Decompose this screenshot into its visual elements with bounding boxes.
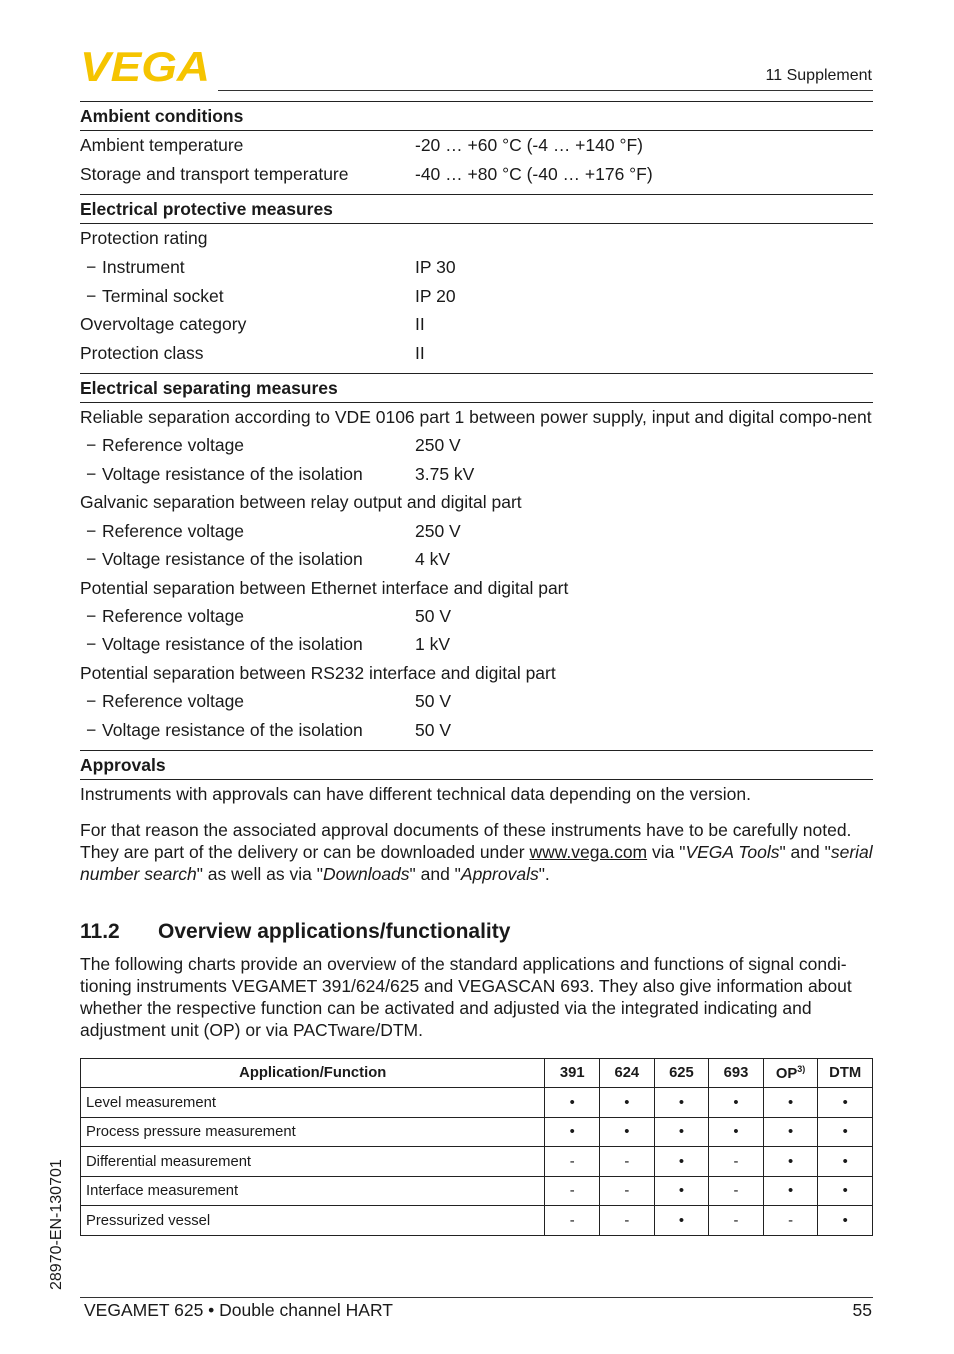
table-cell: - bbox=[600, 1206, 655, 1236]
table-cell: • bbox=[654, 1117, 709, 1147]
vega-website-link[interactable]: www.vega.com bbox=[529, 841, 648, 862]
table-cell: • bbox=[600, 1117, 655, 1147]
spec-value: 250 V bbox=[415, 435, 461, 456]
table-cell: • bbox=[763, 1147, 818, 1177]
text-run: " and " bbox=[409, 863, 461, 884]
footer-rule bbox=[80, 1297, 873, 1298]
spec-value: IP 30 bbox=[415, 257, 456, 278]
table-cell: - bbox=[709, 1176, 764, 1206]
spec-row bbox=[80, 460, 873, 489]
spec-value: II bbox=[415, 342, 425, 363]
column-header: 625 bbox=[654, 1058, 709, 1088]
functionality-table bbox=[80, 1058, 873, 1236]
protective-section bbox=[80, 194, 873, 367]
section-title bbox=[80, 920, 873, 944]
table-cell: • bbox=[654, 1176, 709, 1206]
spec-label: − Voltage resistance of the isolation bbox=[80, 719, 415, 741]
header-section-label: 11 Supplement bbox=[765, 67, 872, 84]
section-intro: The following charts provide an overview of the standard applications and functions of signal condi-tioning instruments VEGAMET 391/624/625 and VEGASCAN 693. They also give information about whether the respective function can be activated and adjusted via the integrated indicating and adjustment unit (OP) or via PACTware/DTM. bbox=[80, 953, 852, 1040]
spec-value: 50 V bbox=[415, 605, 451, 626]
row-label: Pressurized vessel bbox=[81, 1206, 545, 1236]
spec-label: Ambient temperature bbox=[80, 135, 244, 156]
table-cell: • bbox=[818, 1147, 873, 1177]
spec-row bbox=[80, 310, 873, 339]
text-run: via " bbox=[647, 841, 686, 862]
table-row bbox=[81, 1176, 873, 1206]
column-header: Application/Function bbox=[81, 1058, 545, 1088]
spec-row bbox=[80, 630, 873, 659]
section-heading: Electrical separating measures bbox=[80, 373, 873, 403]
table-cell: • bbox=[654, 1206, 709, 1236]
spec-row bbox=[80, 516, 873, 545]
footnote-marker: 3) bbox=[797, 1064, 806, 1075]
page-number: 55 bbox=[852, 1300, 872, 1320]
text-run: For that reason the associated approval documents of these instruments have to be carefully noted. They are part of the delivery or can be downloaded under bbox=[80, 819, 852, 862]
vega-logo bbox=[80, 48, 212, 84]
vega-logo-graphic bbox=[80, 48, 212, 84]
spec-value: -20 … +60 °C (-4 … +140 °F) bbox=[415, 135, 643, 156]
table-cell: • bbox=[818, 1176, 873, 1206]
table-cell: • bbox=[818, 1117, 873, 1147]
spec-value: -40 … +80 °C (-40 … +176 °F) bbox=[415, 163, 653, 184]
approvals-paragraph: Instruments with approvals can have different technical data depending on the version. bbox=[80, 783, 751, 804]
document-code: 28970-EN-130701 bbox=[48, 1159, 65, 1290]
spec-row bbox=[80, 602, 873, 631]
spec-row bbox=[80, 281, 873, 310]
spec-row bbox=[80, 715, 873, 744]
spec-row bbox=[80, 253, 873, 282]
approvals-paragraph bbox=[80, 816, 873, 888]
spec-row bbox=[80, 431, 873, 460]
spec-label: − Reference voltage bbox=[80, 690, 415, 712]
section-heading: Ambient conditions bbox=[80, 101, 873, 131]
spec-value: 3.75 kV bbox=[415, 464, 475, 485]
header-rule bbox=[218, 90, 873, 91]
spec-row bbox=[80, 545, 873, 574]
spec-value: II bbox=[415, 314, 425, 335]
spec-label: − Reference voltage bbox=[80, 434, 415, 456]
spec-label: − Instrument bbox=[80, 256, 415, 278]
table-cell: - bbox=[545, 1176, 600, 1206]
spec-row bbox=[80, 687, 873, 716]
table-cell: • bbox=[763, 1117, 818, 1147]
table-cell: - bbox=[600, 1176, 655, 1206]
row-label: Process pressure measurement bbox=[81, 1117, 545, 1147]
spec-row bbox=[80, 339, 873, 368]
spec-label: Overvoltage category bbox=[80, 314, 247, 335]
spec-label: − Reference voltage bbox=[80, 605, 415, 627]
table-cell: • bbox=[818, 1088, 873, 1118]
separation-description: Reliable separation according to VDE 0106 part 1 between power supply, input and digital compo-nent bbox=[80, 407, 872, 428]
text-run: " as well as via " bbox=[196, 863, 323, 884]
spec-value: 1 kV bbox=[415, 634, 451, 655]
column-header: DTM bbox=[818, 1058, 873, 1088]
text-run: Approvals bbox=[460, 863, 539, 884]
section-number: 11.2 bbox=[80, 919, 120, 943]
text-run: Downloads bbox=[322, 863, 410, 884]
text-run: VEGA Tools bbox=[685, 841, 780, 862]
spec-label: − Reference voltage bbox=[80, 520, 415, 542]
logo-text: VEGA bbox=[80, 48, 210, 84]
column-header-op bbox=[763, 1058, 818, 1088]
section-heading: Electrical protective measures bbox=[80, 194, 873, 224]
spec-label: − Voltage resistance of the isolation bbox=[80, 548, 415, 570]
table-cell: - bbox=[763, 1206, 818, 1236]
spec-row bbox=[80, 131, 873, 160]
table-cell: - bbox=[545, 1147, 600, 1177]
table-cell: • bbox=[654, 1147, 709, 1177]
table-cell: • bbox=[545, 1117, 600, 1147]
table-cell: • bbox=[763, 1176, 818, 1206]
footer-title: VEGAMET 625 • Double channel HART bbox=[84, 1300, 393, 1320]
spec-label: − Voltage resistance of the isolation bbox=[80, 633, 415, 655]
table-cell: - bbox=[600, 1147, 655, 1177]
table-cell: • bbox=[709, 1088, 764, 1118]
ambient-section bbox=[80, 101, 873, 188]
column-header: 693 bbox=[709, 1058, 764, 1088]
table-cell: • bbox=[600, 1088, 655, 1118]
spec-label: Storage and transport temperature bbox=[80, 163, 349, 184]
spec-row bbox=[80, 224, 873, 253]
spec-row bbox=[80, 160, 873, 189]
column-header: 624 bbox=[600, 1058, 655, 1088]
approvals-section bbox=[80, 750, 873, 888]
spec-value: 50 V bbox=[415, 719, 451, 740]
section-title-text: Overview applications/functionality bbox=[158, 919, 511, 943]
spec-value: IP 20 bbox=[415, 285, 456, 306]
spec-value: 4 kV bbox=[415, 549, 451, 570]
spec-label: Protection class bbox=[80, 342, 204, 363]
column-header-text: OP bbox=[775, 1066, 798, 1083]
separation-description: Potential separation between RS232 interface and digital part bbox=[80, 662, 556, 683]
table-row bbox=[81, 1206, 873, 1236]
separation-description: Galvanic separation between relay output and digital part bbox=[80, 492, 522, 513]
table-cell: - bbox=[545, 1206, 600, 1236]
main-content bbox=[80, 101, 873, 1236]
table-cell: • bbox=[763, 1088, 818, 1118]
table-cell: • bbox=[818, 1206, 873, 1236]
text-run: serial number search bbox=[80, 841, 873, 884]
spec-label: Protection rating bbox=[80, 228, 208, 249]
separating-section bbox=[80, 373, 873, 744]
table-cell: - bbox=[709, 1147, 764, 1177]
spec-value: 250 V bbox=[415, 520, 461, 541]
table-cell: • bbox=[654, 1088, 709, 1118]
column-header: 391 bbox=[545, 1058, 600, 1088]
spec-label: − Voltage resistance of the isolation bbox=[80, 463, 415, 485]
spec-label: − Terminal socket bbox=[80, 285, 415, 307]
spec-value: 50 V bbox=[415, 691, 451, 712]
separation-description: Potential separation between Ethernet interface and digital part bbox=[80, 577, 569, 598]
section-heading: Approvals bbox=[80, 750, 873, 780]
row-label: Differential measurement bbox=[81, 1147, 545, 1177]
table-cell: • bbox=[709, 1117, 764, 1147]
text-run: " and " bbox=[779, 841, 831, 862]
table-row bbox=[81, 1088, 873, 1118]
table-header-row bbox=[81, 1058, 873, 1088]
row-label: Level measurement bbox=[81, 1088, 545, 1118]
table-cell: - bbox=[709, 1206, 764, 1236]
table-cell: • bbox=[545, 1088, 600, 1118]
table-row bbox=[81, 1147, 873, 1177]
table-row bbox=[81, 1117, 873, 1147]
row-label: Interface measurement bbox=[81, 1176, 545, 1206]
text-run: ". bbox=[538, 863, 550, 884]
